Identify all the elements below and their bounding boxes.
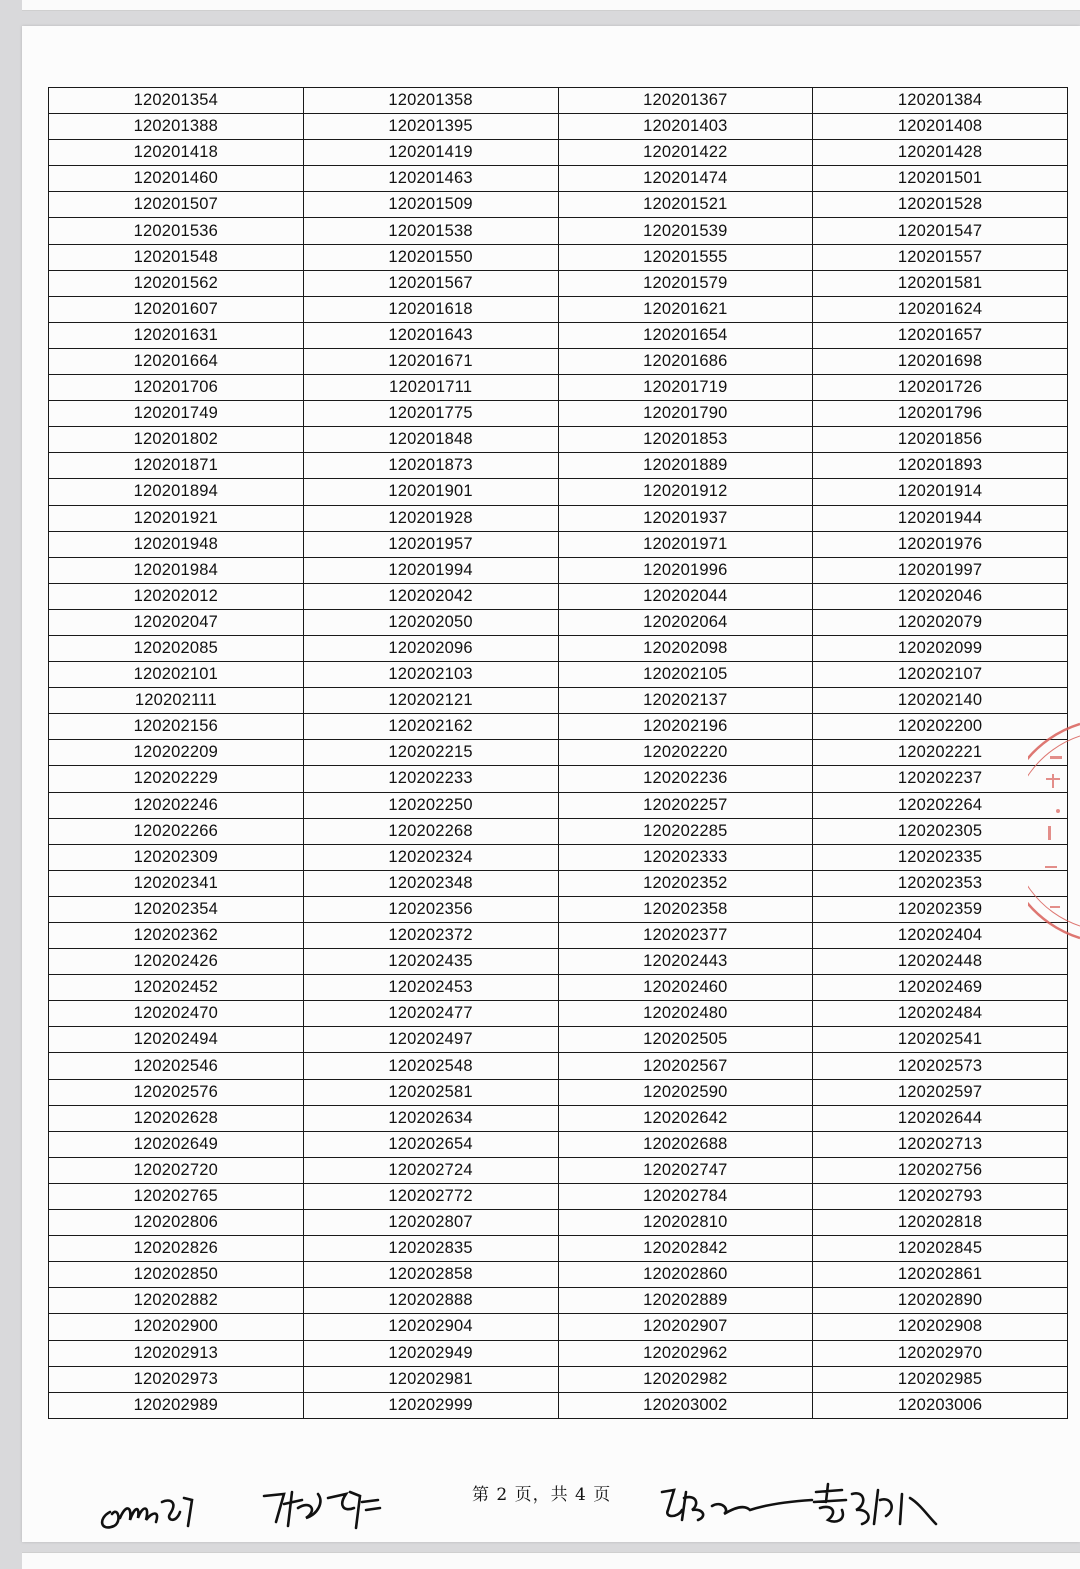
table-cell: 120201388 (49, 114, 304, 140)
table-cell: 120202268 (303, 818, 558, 844)
table-cell: 120201501 (813, 166, 1068, 192)
table-cell: 120201367 (558, 88, 813, 114)
table-row (49, 609, 1068, 635)
handwritten-signature-1 (92, 1484, 212, 1534)
table-cell: 120201418 (49, 140, 304, 166)
table-cell: 120202353 (813, 870, 1068, 896)
table-cell: 120202156 (49, 714, 304, 740)
table-row (49, 923, 1068, 949)
table-cell: 120201698 (813, 348, 1068, 374)
table-row (49, 1001, 1068, 1027)
table-cell: 120202335 (813, 844, 1068, 870)
table-cell: 120202567 (558, 1053, 813, 1079)
table-row (49, 870, 1068, 896)
table-cell: 120202426 (49, 949, 304, 975)
table-row (49, 1366, 1068, 1392)
table-cell: 120201796 (813, 401, 1068, 427)
table-cell: 120202962 (558, 1340, 813, 1366)
table-cell: 120202470 (49, 1001, 304, 1027)
table-cell: 120202989 (49, 1392, 304, 1418)
table-row (49, 583, 1068, 609)
table-cell: 120202220 (558, 740, 813, 766)
table-cell: 120202860 (558, 1262, 813, 1288)
table-cell: 120202305 (813, 818, 1068, 844)
table-row (49, 1314, 1068, 1340)
table-cell: 120201686 (558, 348, 813, 374)
table-cell: 120202352 (558, 870, 813, 896)
table-cell: 120201719 (558, 375, 813, 401)
table-cell: 120201562 (49, 270, 304, 296)
table-cell: 120202404 (813, 923, 1068, 949)
table-row (49, 1183, 1068, 1209)
table-cell: 120201550 (303, 244, 558, 270)
page-footer (22, 1474, 1080, 1534)
table-cell: 120202634 (303, 1105, 558, 1131)
next-page-edge (22, 1552, 1080, 1569)
table-cell: 120202900 (49, 1314, 304, 1340)
table-cell: 120201536 (49, 218, 304, 244)
table-cell: 120202356 (303, 896, 558, 922)
table-cell: 120202982 (558, 1366, 813, 1392)
table-cell: 120202285 (558, 818, 813, 844)
table-cell: 120201971 (558, 531, 813, 557)
table-row (49, 766, 1068, 792)
table-cell: 120202140 (813, 688, 1068, 714)
table-row (49, 1262, 1068, 1288)
table-cell: 120202888 (303, 1288, 558, 1314)
table-row (49, 844, 1068, 870)
table-row (49, 949, 1068, 975)
table-cell: 120202137 (558, 688, 813, 714)
table-row (49, 479, 1068, 505)
table-cell: 120202772 (303, 1183, 558, 1209)
table-cell: 120201848 (303, 427, 558, 453)
table-cell: 120202747 (558, 1157, 813, 1183)
table-cell: 120201901 (303, 479, 558, 505)
table-cell: 120202985 (813, 1366, 1068, 1392)
handwritten-signature-3 (652, 1480, 822, 1530)
table-row (49, 740, 1068, 766)
table-cell: 120201928 (303, 505, 558, 531)
table-row (49, 218, 1068, 244)
table-cell: 120201957 (303, 531, 558, 557)
table-cell: 120201507 (49, 192, 304, 218)
table-cell: 120202099 (813, 635, 1068, 661)
table-cell: 120202229 (49, 766, 304, 792)
table-cell: 120202200 (813, 714, 1068, 740)
table-cell: 120202597 (813, 1079, 1068, 1105)
table-cell: 120201976 (813, 531, 1068, 557)
table-row (49, 1027, 1068, 1053)
table-cell: 120202246 (49, 792, 304, 818)
table-cell: 120201567 (303, 270, 558, 296)
table-cell: 120201624 (813, 296, 1068, 322)
table-cell: 120201419 (303, 140, 558, 166)
table-cell: 120201460 (49, 166, 304, 192)
table-cell: 120202590 (558, 1079, 813, 1105)
table-cell: 120201802 (49, 427, 304, 453)
table-cell: 120202354 (49, 896, 304, 922)
table-cell: 120201657 (813, 322, 1068, 348)
table-cell: 120201706 (49, 375, 304, 401)
table-cell: 120202443 (558, 949, 813, 975)
table-row (49, 975, 1068, 1001)
table-cell: 120201921 (49, 505, 304, 531)
table-cell: 120201948 (49, 531, 304, 557)
table-cell: 120201937 (558, 505, 813, 531)
table-cell: 120201509 (303, 192, 558, 218)
table-row (49, 1392, 1068, 1418)
table-cell: 120202818 (813, 1210, 1068, 1236)
table-cell: 120202628 (49, 1105, 304, 1131)
table-cell: 120202196 (558, 714, 813, 740)
table-cell: 120202250 (303, 792, 558, 818)
table-cell: 120202362 (49, 923, 304, 949)
table-row (49, 688, 1068, 714)
table-cell: 120201618 (303, 296, 558, 322)
table-cell: 120201994 (303, 557, 558, 583)
table-row (49, 1105, 1068, 1131)
table-cell: 120201944 (813, 505, 1068, 531)
table-cell: 120202826 (49, 1236, 304, 1262)
handwritten-signature-2 (258, 1482, 388, 1532)
table-cell: 120202012 (49, 583, 304, 609)
table-row (49, 296, 1068, 322)
table-cell: 120202576 (49, 1079, 304, 1105)
previous-page-edge (22, 0, 1080, 11)
table-cell: 120201422 (558, 140, 813, 166)
table-cell: 120202784 (558, 1183, 813, 1209)
table-cell: 120202044 (558, 583, 813, 609)
table-cell: 120201354 (49, 88, 304, 114)
table-cell: 120202845 (813, 1236, 1068, 1262)
table-cell: 120201358 (303, 88, 558, 114)
table-row (49, 1236, 1068, 1262)
table-row (49, 114, 1068, 140)
table-cell: 120202541 (813, 1027, 1068, 1053)
table-cell: 120201384 (813, 88, 1068, 114)
table-cell: 120202973 (49, 1366, 304, 1392)
id-number-table (48, 87, 1068, 1419)
table-cell: 120202970 (813, 1340, 1068, 1366)
table-cell: 120202842 (558, 1236, 813, 1262)
table-cell: 120201654 (558, 322, 813, 348)
table-cell: 120201548 (49, 244, 304, 270)
table-cell: 120201631 (49, 322, 304, 348)
table-cell: 120201914 (813, 479, 1068, 505)
table-cell: 120202050 (303, 609, 558, 635)
table-cell: 120202236 (558, 766, 813, 792)
page-number-indicator: 第 2 页，共 4 页 (472, 1485, 612, 1505)
table-cell: 120202359 (813, 896, 1068, 922)
table-row (49, 192, 1068, 218)
table-row (49, 505, 1068, 531)
table-cell: 120202642 (558, 1105, 813, 1131)
table-cell: 120201395 (303, 114, 558, 140)
table-cell: 120202724 (303, 1157, 558, 1183)
table-cell: 120203006 (813, 1392, 1068, 1418)
table-cell: 120201997 (813, 557, 1068, 583)
table-cell: 120203002 (558, 1392, 813, 1418)
table-row (49, 662, 1068, 688)
table-cell: 120202720 (49, 1157, 304, 1183)
table-cell: 120202266 (49, 818, 304, 844)
table-cell: 120202309 (49, 844, 304, 870)
table-cell: 120202079 (813, 609, 1068, 635)
table-cell: 120201643 (303, 322, 558, 348)
table-cell: 120202264 (813, 792, 1068, 818)
table-cell: 120201853 (558, 427, 813, 453)
table-cell: 120201474 (558, 166, 813, 192)
table-cell: 120202233 (303, 766, 558, 792)
table-cell: 120202348 (303, 870, 558, 896)
table-cell: 120202377 (558, 923, 813, 949)
table-cell: 120202546 (49, 1053, 304, 1079)
table-row (49, 244, 1068, 270)
table-cell: 120202913 (49, 1340, 304, 1366)
table-cell: 120202257 (558, 792, 813, 818)
table-cell: 120202448 (813, 949, 1068, 975)
table-cell: 120202494 (49, 1027, 304, 1053)
table-row (49, 375, 1068, 401)
table-row (49, 1131, 1068, 1157)
table-row (49, 714, 1068, 740)
table-cell: 120201463 (303, 166, 558, 192)
table-row (49, 1079, 1068, 1105)
table-row (49, 88, 1068, 114)
table-cell: 120201664 (49, 348, 304, 374)
table-cell: 120202904 (303, 1314, 558, 1340)
table-cell: 120201889 (558, 453, 813, 479)
table-cell: 120202688 (558, 1131, 813, 1157)
table-cell: 120202793 (813, 1183, 1068, 1209)
table-cell: 120202460 (558, 975, 813, 1001)
table-cell: 120202096 (303, 635, 558, 661)
table-cell: 120202237 (813, 766, 1068, 792)
table-cell: 120202453 (303, 975, 558, 1001)
table-cell: 120202907 (558, 1314, 813, 1340)
table-cell: 120202810 (558, 1210, 813, 1236)
table-cell: 120202215 (303, 740, 558, 766)
table-row (49, 166, 1068, 192)
table-cell: 120202452 (49, 975, 304, 1001)
table-row (49, 1157, 1068, 1183)
table-row (49, 635, 1068, 661)
table-cell: 120202835 (303, 1236, 558, 1262)
table-row (49, 348, 1068, 374)
table-cell: 120202649 (49, 1131, 304, 1157)
table-cell: 120201403 (558, 114, 813, 140)
table-cell: 120201408 (813, 114, 1068, 140)
table-row (49, 1340, 1068, 1366)
table-cell: 120202484 (813, 1001, 1068, 1027)
table-cell: 120202047 (49, 609, 304, 635)
table-cell: 120202046 (813, 583, 1068, 609)
table-cell: 120202858 (303, 1262, 558, 1288)
table-cell: 120201528 (813, 192, 1068, 218)
table-cell: 120202713 (813, 1131, 1068, 1157)
table-cell: 120201711 (303, 375, 558, 401)
table-cell: 120202850 (49, 1262, 304, 1288)
table-cell: 120202756 (813, 1157, 1068, 1183)
table-cell: 120202807 (303, 1210, 558, 1236)
table-cell: 120202098 (558, 635, 813, 661)
table-cell: 120202064 (558, 609, 813, 635)
table-cell: 120202505 (558, 1027, 813, 1053)
table-cell: 120202435 (303, 949, 558, 975)
table-cell: 120201671 (303, 348, 558, 374)
table-cell: 120202548 (303, 1053, 558, 1079)
table-cell: 120201726 (813, 375, 1068, 401)
table-cell: 120202654 (303, 1131, 558, 1157)
table-cell: 120201539 (558, 218, 813, 244)
table-row (49, 401, 1068, 427)
table-cell: 120202581 (303, 1079, 558, 1105)
table-row (49, 322, 1068, 348)
table-cell: 120202889 (558, 1288, 813, 1314)
table-cell: 120202908 (813, 1314, 1068, 1340)
document-page (22, 26, 1080, 1542)
table-cell: 120202480 (558, 1001, 813, 1027)
table-cell: 120202341 (49, 870, 304, 896)
table-cell: 120201579 (558, 270, 813, 296)
table-cell: 120201428 (813, 140, 1068, 166)
table-cell: 120201894 (49, 479, 304, 505)
table-cell: 120201538 (303, 218, 558, 244)
table-cell: 120202162 (303, 714, 558, 740)
table-cell: 120202121 (303, 688, 558, 714)
table-cell: 120201873 (303, 453, 558, 479)
table-cell: 120202107 (813, 662, 1068, 688)
table-cell: 120201996 (558, 557, 813, 583)
id-number-table-body (49, 88, 1068, 1419)
table-cell: 120202497 (303, 1027, 558, 1053)
table-cell: 120202358 (558, 896, 813, 922)
table-row (49, 1053, 1068, 1079)
table-row (49, 140, 1068, 166)
table-cell: 120202221 (813, 740, 1068, 766)
table-cell: 120202333 (558, 844, 813, 870)
table-row (49, 531, 1068, 557)
official-seal-stamp (1028, 716, 1080, 946)
table-cell: 120201790 (558, 401, 813, 427)
table-cell: 120201912 (558, 479, 813, 505)
table-cell: 120201621 (558, 296, 813, 322)
table-cell: 120202949 (303, 1340, 558, 1366)
table-cell: 120202999 (303, 1392, 558, 1418)
table-cell: 120202890 (813, 1288, 1068, 1314)
table-cell: 120201984 (49, 557, 304, 583)
table-row (49, 792, 1068, 818)
table-cell: 120202324 (303, 844, 558, 870)
handwritten-signature-4 (806, 1480, 946, 1534)
table-cell: 120201893 (813, 453, 1068, 479)
table-cell: 120202644 (813, 1105, 1068, 1131)
table-cell: 120201775 (303, 401, 558, 427)
table-cell: 120201555 (558, 244, 813, 270)
table-row (49, 453, 1068, 479)
table-cell: 120202861 (813, 1262, 1068, 1288)
table-cell: 120201856 (813, 427, 1068, 453)
table-cell: 120202469 (813, 975, 1068, 1001)
table-cell: 120202209 (49, 740, 304, 766)
table-cell: 120202882 (49, 1288, 304, 1314)
table-cell: 120202111 (49, 688, 304, 714)
table-cell: 120202085 (49, 635, 304, 661)
table-cell: 120201607 (49, 296, 304, 322)
table-cell: 120202103 (303, 662, 558, 688)
table-cell: 120202573 (813, 1053, 1068, 1079)
table-row (49, 1210, 1068, 1236)
table-row (49, 1288, 1068, 1314)
table-cell: 120201871 (49, 453, 304, 479)
table-row (49, 557, 1068, 583)
table-cell: 120201749 (49, 401, 304, 427)
table-cell: 120202372 (303, 923, 558, 949)
table-cell: 120202101 (49, 662, 304, 688)
table-cell: 120202477 (303, 1001, 558, 1027)
table-cell: 120202806 (49, 1210, 304, 1236)
table-cell: 120201557 (813, 244, 1068, 270)
table-cell: 120201547 (813, 218, 1068, 244)
table-cell: 120201581 (813, 270, 1068, 296)
table-cell: 120202105 (558, 662, 813, 688)
table-row (49, 270, 1068, 296)
table-cell: 120202765 (49, 1183, 304, 1209)
table-row (49, 427, 1068, 453)
table-cell: 120201521 (558, 192, 813, 218)
table-cell: 120202981 (303, 1366, 558, 1392)
table-row (49, 818, 1068, 844)
table-row (49, 896, 1068, 922)
table-cell: 120202042 (303, 583, 558, 609)
